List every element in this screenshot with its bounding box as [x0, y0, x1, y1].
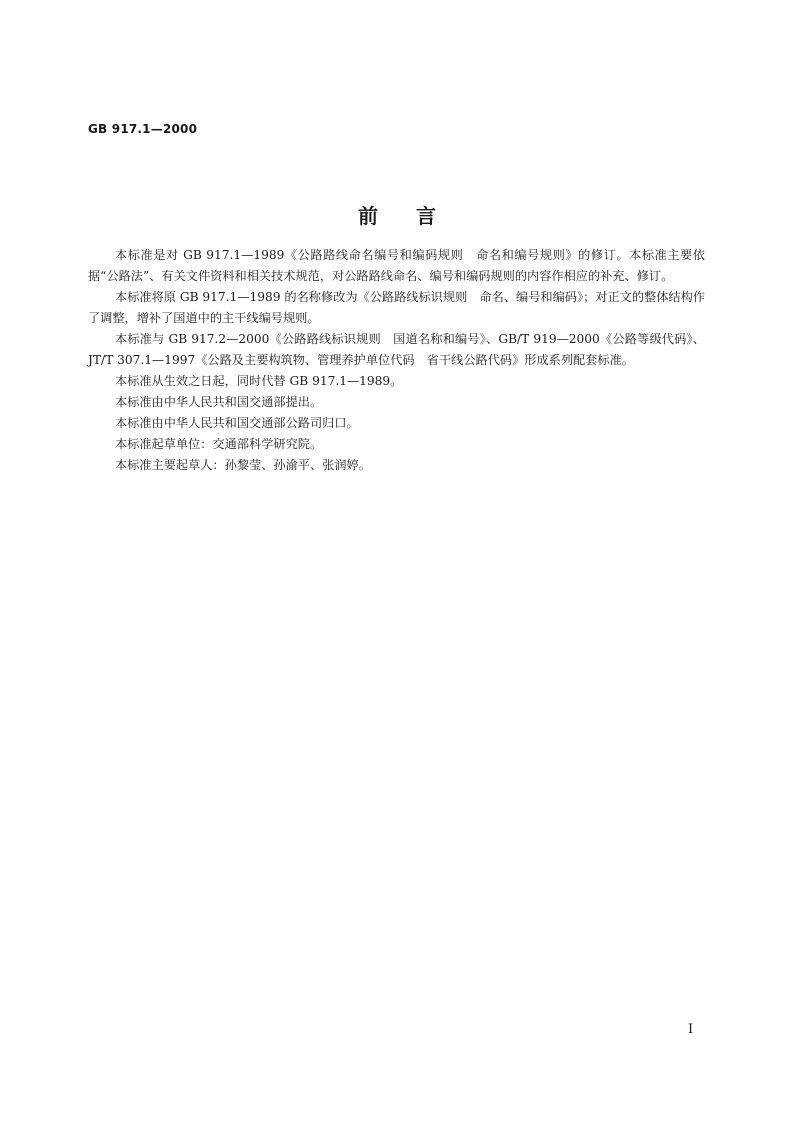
paragraph-proposer: 本标准由中华人民共和国交通部提出。 [115, 395, 323, 409]
paragraph-name-change: 本标准将原 GB 917.1—1989 的名称修改为《公路路线标识规则 命名、编号和编码》；对正文的整体结构作了调整，增补了国道中的主干线编号规则。 [88, 290, 705, 325]
page-title: 前言 [358, 204, 474, 228]
paragraph-effective-date: 本标准从生效之日起，同时代替 GB 917.1—1989。 [115, 374, 403, 388]
paragraph-drafters: 本标准主要起草人：孙黎莹、孙渝平、张润婷。 [115, 458, 371, 472]
standard-code: GB 917.1—2000 [88, 122, 198, 136]
paragraph-series: 本标准与 GB 917.2—2000《公路路线标识规则 国道名称和编号》、GB/T 919—2000《公路等级代码》、JT/T 307.1—1997《公路及主要构筑物、管理养护单位代码 省干线公路代码》形成系列配套标准。 [88, 332, 705, 367]
paragraph-drafting-unit: 本标准起草单位：交通部科学研究院。 [115, 437, 323, 451]
foreword-body [88, 245, 705, 476]
page-number: I [688, 1022, 694, 1037]
paragraph-administrator: 本标准由中华人民共和国交通部公路司归口。 [115, 416, 359, 430]
paragraph-revision: 本标准是对 GB 917.1—1989《公路路线命名编号和编码规则 命名和编号规则》的修订。本标准主要依据“公路法”、有关文件资料和相关技术规范，对公路路线命名、编号和编码规则的内容作相应的补充、修订。 [88, 248, 705, 283]
